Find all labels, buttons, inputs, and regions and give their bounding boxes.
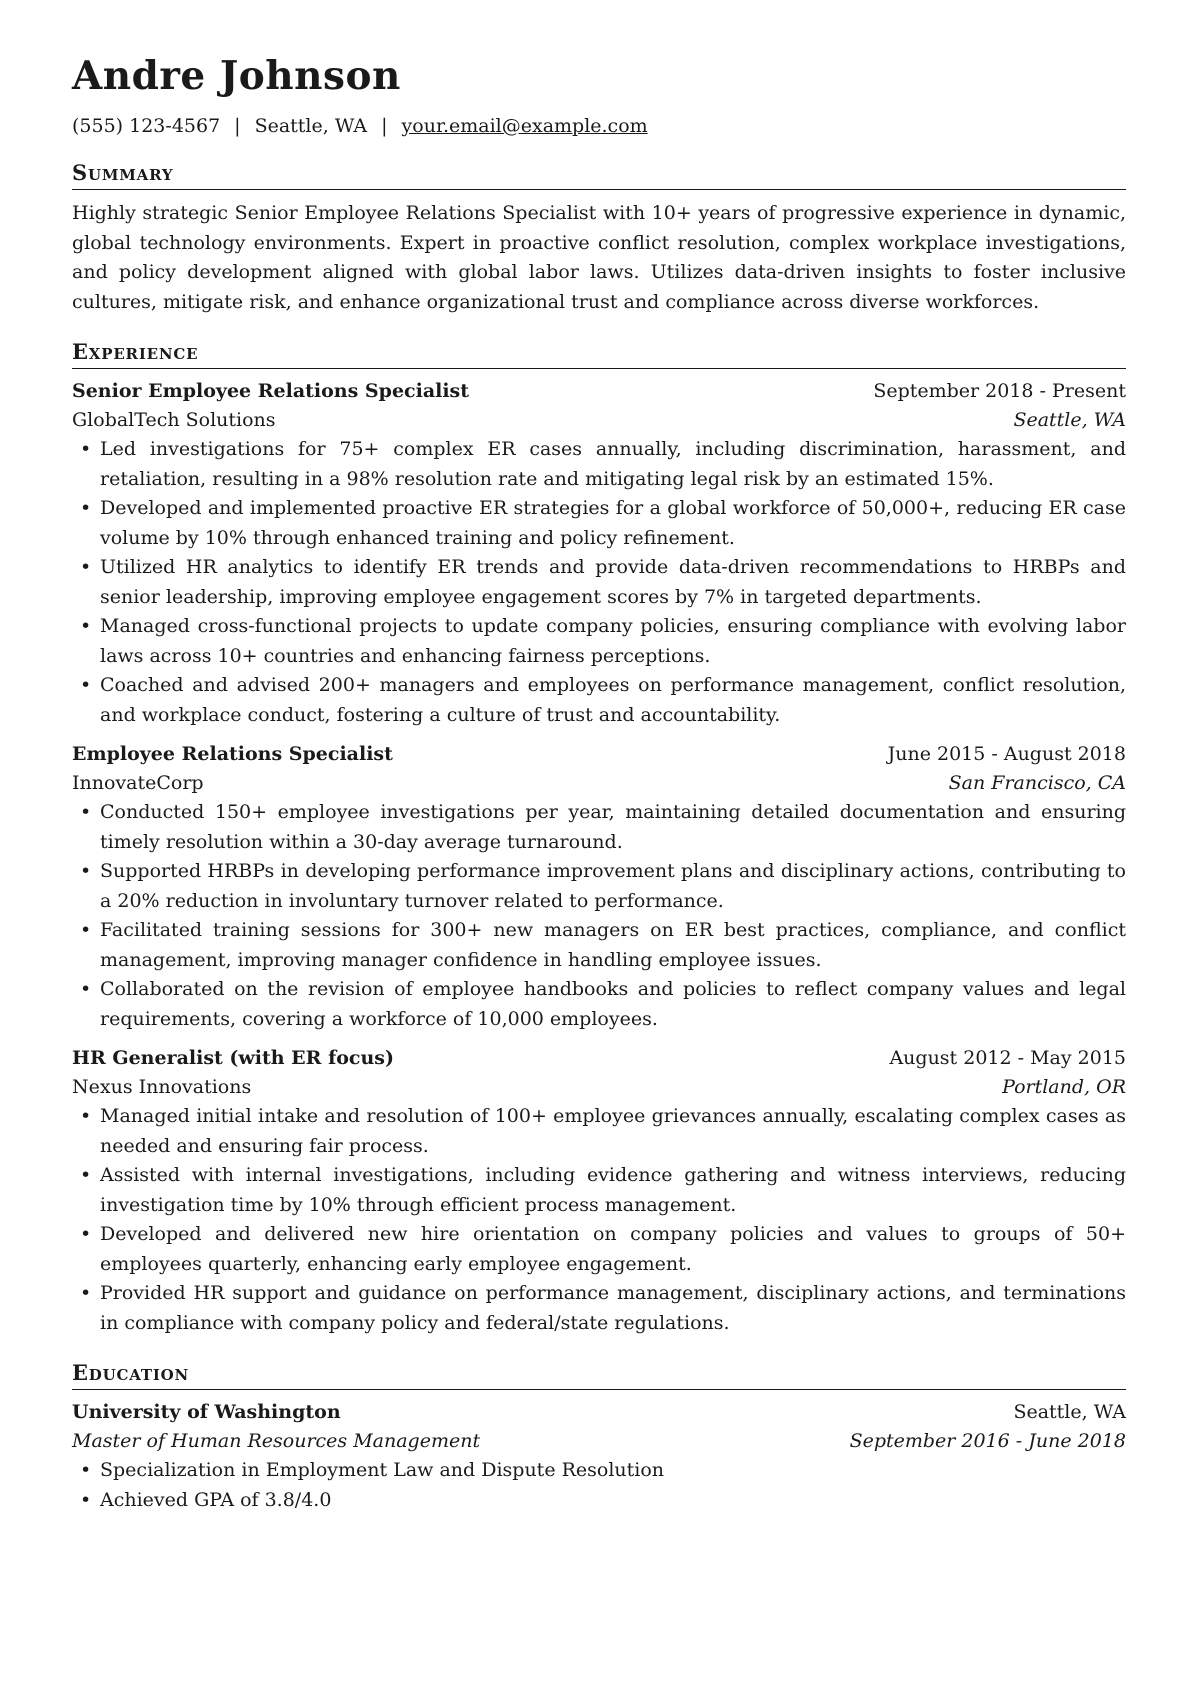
education-bullets: [72, 1456, 1126, 1515]
job-location: San Francisco, CA: [948, 772, 1126, 794]
bullet-item: • Assisted with internal investigations, including evidence gathering and witness interviews, reducing investigation time by 10% through efficient process management.: [72, 1161, 1126, 1220]
bullet-item: • Provided HR support and guidance on performance management, disciplinary actions, and terminations in compliance with company policy and federal/state regulations.: [72, 1279, 1126, 1338]
bullet-item: • Specialization in Employment Law and Dispute Resolution: [72, 1456, 1126, 1486]
bullet-item: • Managed cross-functional projects to update company policies, ensuring compliance with evolving labor laws across 10+ countries and enhancing fairness perceptions.: [72, 612, 1126, 671]
job-dates: August 2012 - May 2015: [889, 1047, 1126, 1069]
section-title-summary: Summary: [72, 160, 1126, 190]
bullet-item: • Achieved GPA of 3.8/4.0: [72, 1486, 1126, 1516]
bullet-item: • Developed and implemented proactive ER strategies for a global workforce of 50,000+, reducing ER case volume by 10% through enhanced training and policy refinement.: [72, 494, 1126, 553]
job-entry: [72, 377, 1126, 730]
education-entry: [72, 1398, 1126, 1515]
experience-section: [72, 339, 1126, 1338]
degree: Master of Human Resources Management: [72, 1430, 481, 1452]
summary-text: Highly strategic Senior Employee Relations Specialist with 10+ years of progressive experience in dynamic, global technology environments. Expert in proactive conflict resolution, complex workplace investigations, and policy development aligned with global labor laws. Utilizes data-driven insights to foster inclusive cultures, mitigate risk, and enhance organizational trust and compliance across diverse workforces.: [72, 202, 1126, 313]
school-name: University of Washington: [72, 1401, 341, 1423]
job-role: HR Generalist (with ER focus): [72, 1047, 394, 1069]
education-dates: September 2016 - June 2018: [849, 1430, 1126, 1452]
bullet-item: • Facilitated training sessions for 300+ new managers on ER best practices, compliance, and conflict management, improving manager confidence in handling employee issues.: [72, 916, 1126, 975]
resume-page: [72, 52, 1126, 1515]
job-location: Portland, OR: [1002, 1076, 1126, 1098]
bullet-item: • Led investigations for 75+ complex ER cases annually, including discrimination, harassment, and retaliation, resulting in a 98% resolution rate and mitigating legal risk by an estimated 15%.: [72, 435, 1126, 494]
school-location: Seattle, WA: [1013, 1401, 1126, 1423]
job-company: GlobalTech Solutions: [72, 409, 276, 431]
job-company: InnovateCorp: [72, 772, 204, 794]
contact-separator: |: [381, 115, 388, 137]
job-role: Senior Employee Relations Specialist: [72, 380, 470, 402]
bullet-item: • Developed and delivered new hire orientation on company policies and values to groups of 50+ employees quarterly, enhancing early employee engagement.: [72, 1220, 1126, 1279]
bullet-item: • Supported HRBPs in developing performance improvement plans and disciplinary actions, contributing to a 20% reduction in involuntary turnover related to performance.: [72, 857, 1126, 916]
bullet-item: • Conducted 150+ employee investigations per year, maintaining detailed documentation and ensuring timely resolution within a 30-day average turnaround.: [72, 798, 1126, 857]
job-role: Employee Relations Specialist: [72, 743, 393, 765]
job-dates: September 2018 - Present: [873, 380, 1126, 402]
bullet-item: • Utilized HR analytics to identify ER trends and provide data-driven recommendations to HRBPs and senior leadership, improving employee engagement scores by 7% in targeted departments.: [72, 553, 1126, 612]
job-bullets: [72, 798, 1126, 1034]
job-entry: [72, 740, 1126, 1034]
bullet-item: • Managed initial intake and resolution of 100+ employee grievances annually, escalating complex cases as needed and ensuring fair process.: [72, 1102, 1126, 1161]
job-dates: June 2015 - August 2018: [887, 743, 1126, 765]
section-title-education: Education: [72, 1360, 1126, 1390]
job-bullets: [72, 435, 1126, 730]
education-section: [72, 1360, 1126, 1515]
contact-line: [72, 114, 1126, 138]
contact-separator: |: [234, 115, 241, 137]
job-location: Seattle, WA: [1013, 409, 1126, 431]
email-link[interactable]: your.email@example.com: [401, 115, 648, 137]
candidate-name: Andre Johnson: [72, 53, 401, 99]
bullet-item: • Collaborated on the revision of employee handbooks and policies to reflect company values and legal requirements, covering a workforce of 10,000 employees.: [72, 975, 1126, 1034]
location: Seattle, WA: [254, 115, 368, 137]
summary-section: [72, 160, 1126, 317]
phone-number: (555) 123-4567: [72, 115, 221, 137]
job-bullets: [72, 1102, 1126, 1338]
job-entry: [72, 1044, 1126, 1338]
section-title-experience: Experience: [72, 339, 1126, 369]
job-company: Nexus Innovations: [72, 1076, 252, 1098]
bullet-item: • Coached and advised 200+ managers and employees on performance management, conflict resolution, and workplace conduct, fostering a culture of trust and accountability.: [72, 671, 1126, 730]
